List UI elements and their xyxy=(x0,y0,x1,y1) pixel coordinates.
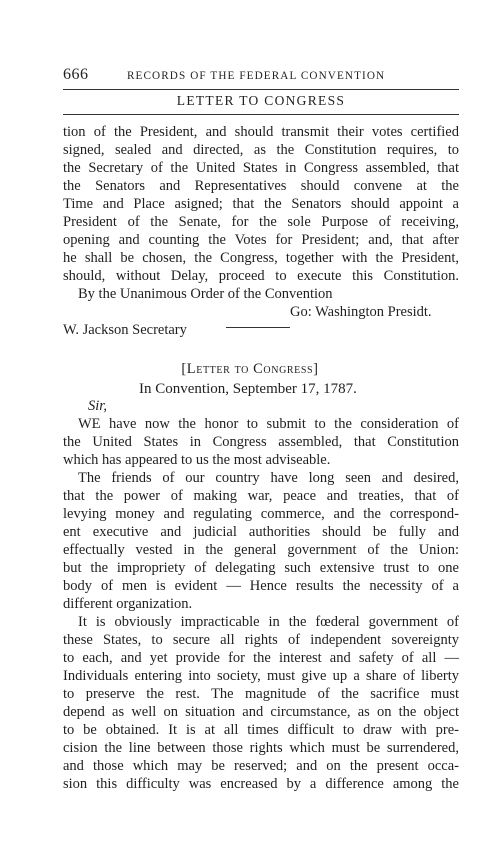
secretary-signature: W. Jackson Secretary xyxy=(63,322,187,338)
running-head xyxy=(63,66,458,84)
text-line: opening and counting the Votes for President; and, that after xyxy=(63,232,459,248)
body-line: WE have now the honor to submit to the consideration of xyxy=(78,416,459,432)
body-line: the United States in Congress assembled, that Constitution xyxy=(63,434,459,450)
body-line: and those which may be reserved; and on the present occa- xyxy=(63,758,459,774)
body-line: to be obtained. It is at all times difficult to draw with pre- xyxy=(63,722,459,738)
body-line: these States, to secure all rights of independent sovereignty xyxy=(63,632,459,648)
text-line: he shall be chosen, the Congress, together with the President, xyxy=(63,250,459,266)
salutation: Sir, xyxy=(88,398,107,414)
dateline: In Convention, September 17, 1787. xyxy=(139,381,357,397)
section-rule xyxy=(63,114,459,115)
body-line: ent executive and judicial authorities should be fully and xyxy=(63,524,459,540)
book-title: RECORDS OF THE FEDERAL CONVENTION xyxy=(127,70,386,82)
section-heading: LETTER TO CONGRESS xyxy=(176,93,346,108)
body-line: sion this difficulty was encreased by a difference among the xyxy=(63,776,459,792)
body-line: which has appeared to us the most adviseable. xyxy=(63,452,331,468)
body-line: but the impropriety of delegating such extensive trust to one xyxy=(63,560,459,576)
president-signature: Go: Washington Presidt. xyxy=(290,304,432,320)
text-line: signed, sealed and directed, as the Constitution requires, to xyxy=(63,142,459,158)
header-rule xyxy=(63,89,459,90)
body-line: that the power of making war, peace and treaties, that of xyxy=(63,488,459,504)
body-line: to preserve the rest. The magnitude of the sacrifice must xyxy=(63,686,459,702)
text-line: Time and Place asigned; that the Senators should appoint a xyxy=(63,196,459,212)
order-line: By the Unanimous Order of the Convention xyxy=(78,286,333,302)
text-line: tion of the President, and should transmit their votes certified xyxy=(63,124,459,140)
body-line: depend as well on situation and circumstance, as on the object xyxy=(63,704,459,720)
body-line: different organization. xyxy=(63,596,193,612)
body-line: cision the line between those rights which must be surrendered, xyxy=(63,740,459,756)
body-line: body of men is evident — Hence results the necessity of a xyxy=(63,578,459,594)
body-line: levying money and regulating commerce, and the correspond- xyxy=(63,506,459,522)
letter-heading: [Letter to Congress] xyxy=(181,361,319,377)
text-line: should, without Delay, proceed to execute this Constitution. xyxy=(63,268,459,284)
body-line: to each, and yet provide for the interest and safety of all — xyxy=(63,650,459,666)
body-line: Individuals entering into society, must give up a share of liberty xyxy=(63,668,459,684)
separator-rule xyxy=(226,327,290,328)
text-line: the Senators and Representatives should convene at the xyxy=(63,178,459,194)
body-line: It is obviously impracticable in the fœderal government of xyxy=(78,614,459,630)
page-number: 666 xyxy=(63,66,89,83)
text-line: the Secretary of the United States in Congress assembled, that xyxy=(63,160,459,176)
body-line: effectually vested in the general government of the Union: xyxy=(63,542,459,558)
body-line: The friends of our country have long seen and desired, xyxy=(78,470,459,486)
text-line: President of the Senate, for the sole Purpose of receiving, xyxy=(63,214,459,230)
